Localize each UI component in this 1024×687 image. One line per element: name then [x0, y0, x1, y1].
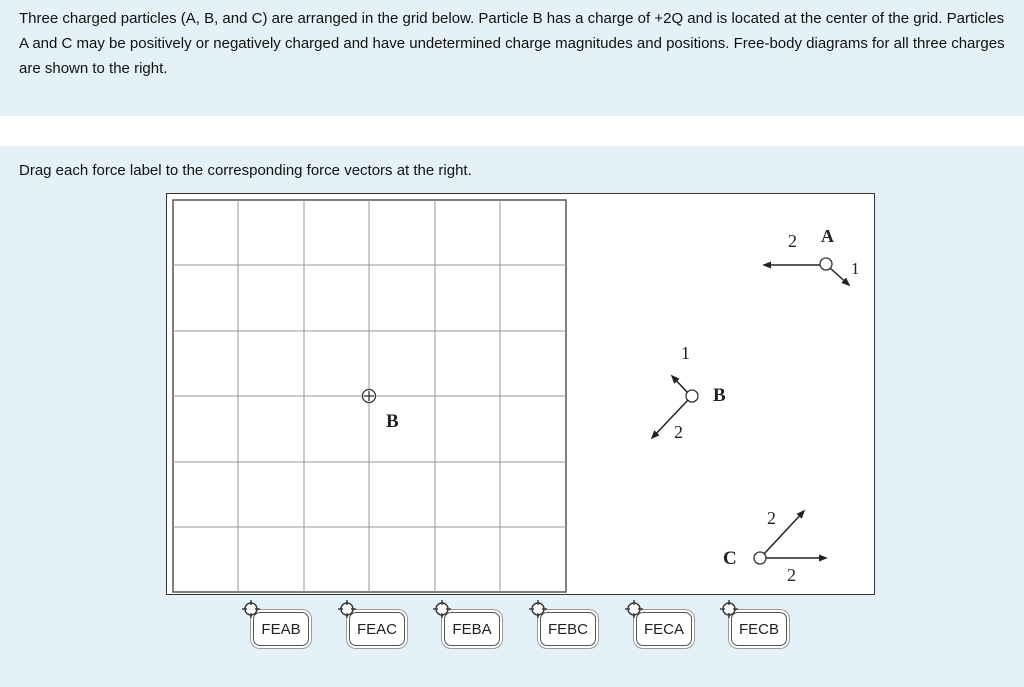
- problem-statement: Three charged particles (A, B, and C) are arranged in the grid below. Particle B has a charge of +2Q and is located at the center of the grid. Particles A and C may be positively or negatively charged and have undetermined charge magnitudes and positions. Free-body diagrams for all three charges are shown to the right.: [19, 10, 1005, 77]
- fbd-c-vector-horizontal-label: 2: [787, 565, 796, 585]
- particle-c-label: C: [723, 548, 737, 569]
- task-instruction: Drag each force label to the corresponding force vectors at the right.: [19, 162, 472, 179]
- force-label-feca[interactable]: FECA: [636, 612, 692, 646]
- fbd-a-vector-2-label: 2: [788, 231, 797, 251]
- fbd-particle-a: [764, 226, 860, 285]
- fbd-a-vector-1-label: 1: [851, 259, 860, 278]
- force-label-febc[interactable]: FEBC: [540, 612, 596, 646]
- drag-target-icon[interactable]: [338, 600, 356, 618]
- particle-a-label: A: [821, 226, 834, 246]
- fbd-particle-b: [652, 343, 726, 442]
- label-slot-fecb: [731, 612, 787, 646]
- force-label-feab[interactable]: FEAB: [253, 612, 309, 646]
- drag-target-icon[interactable]: [242, 600, 260, 618]
- label-slot-feca: [636, 612, 692, 646]
- diagram-svg: [167, 194, 876, 596]
- drag-target-icon[interactable]: [720, 600, 738, 618]
- drag-task-panel: [0, 146, 1024, 687]
- particle-b-positive: [363, 390, 376, 403]
- drag-target-icon[interactable]: [433, 600, 451, 618]
- fbd-b-vector-1-label: 1: [681, 343, 690, 363]
- fbd-c-vector-diagonal-label: 2: [767, 508, 776, 528]
- fbd-a-vector-1[interactable]: [830, 268, 849, 285]
- force-label-feac[interactable]: FEAC: [349, 612, 405, 646]
- drag-target-icon[interactable]: [529, 600, 547, 618]
- particle-b-fbd-label: B: [713, 385, 726, 406]
- label-slot-feab: [253, 612, 309, 646]
- label-slot-feba: [444, 612, 500, 646]
- drag-target-icon[interactable]: [625, 600, 643, 618]
- diagram-figure: [166, 193, 875, 595]
- force-label-fecb[interactable]: FECB: [731, 612, 787, 646]
- problem-statement-panel: [0, 0, 1024, 116]
- particle-b-grid-label: B: [386, 411, 399, 432]
- fbd-particle-c: [723, 508, 826, 585]
- label-slot-febc: [540, 612, 596, 646]
- fbd-b-vector-1[interactable]: [672, 376, 687, 392]
- label-slot-feac: [349, 612, 405, 646]
- force-label-feba[interactable]: FEBA: [444, 612, 500, 646]
- fbd-b-vector-2-label: 2: [674, 422, 683, 442]
